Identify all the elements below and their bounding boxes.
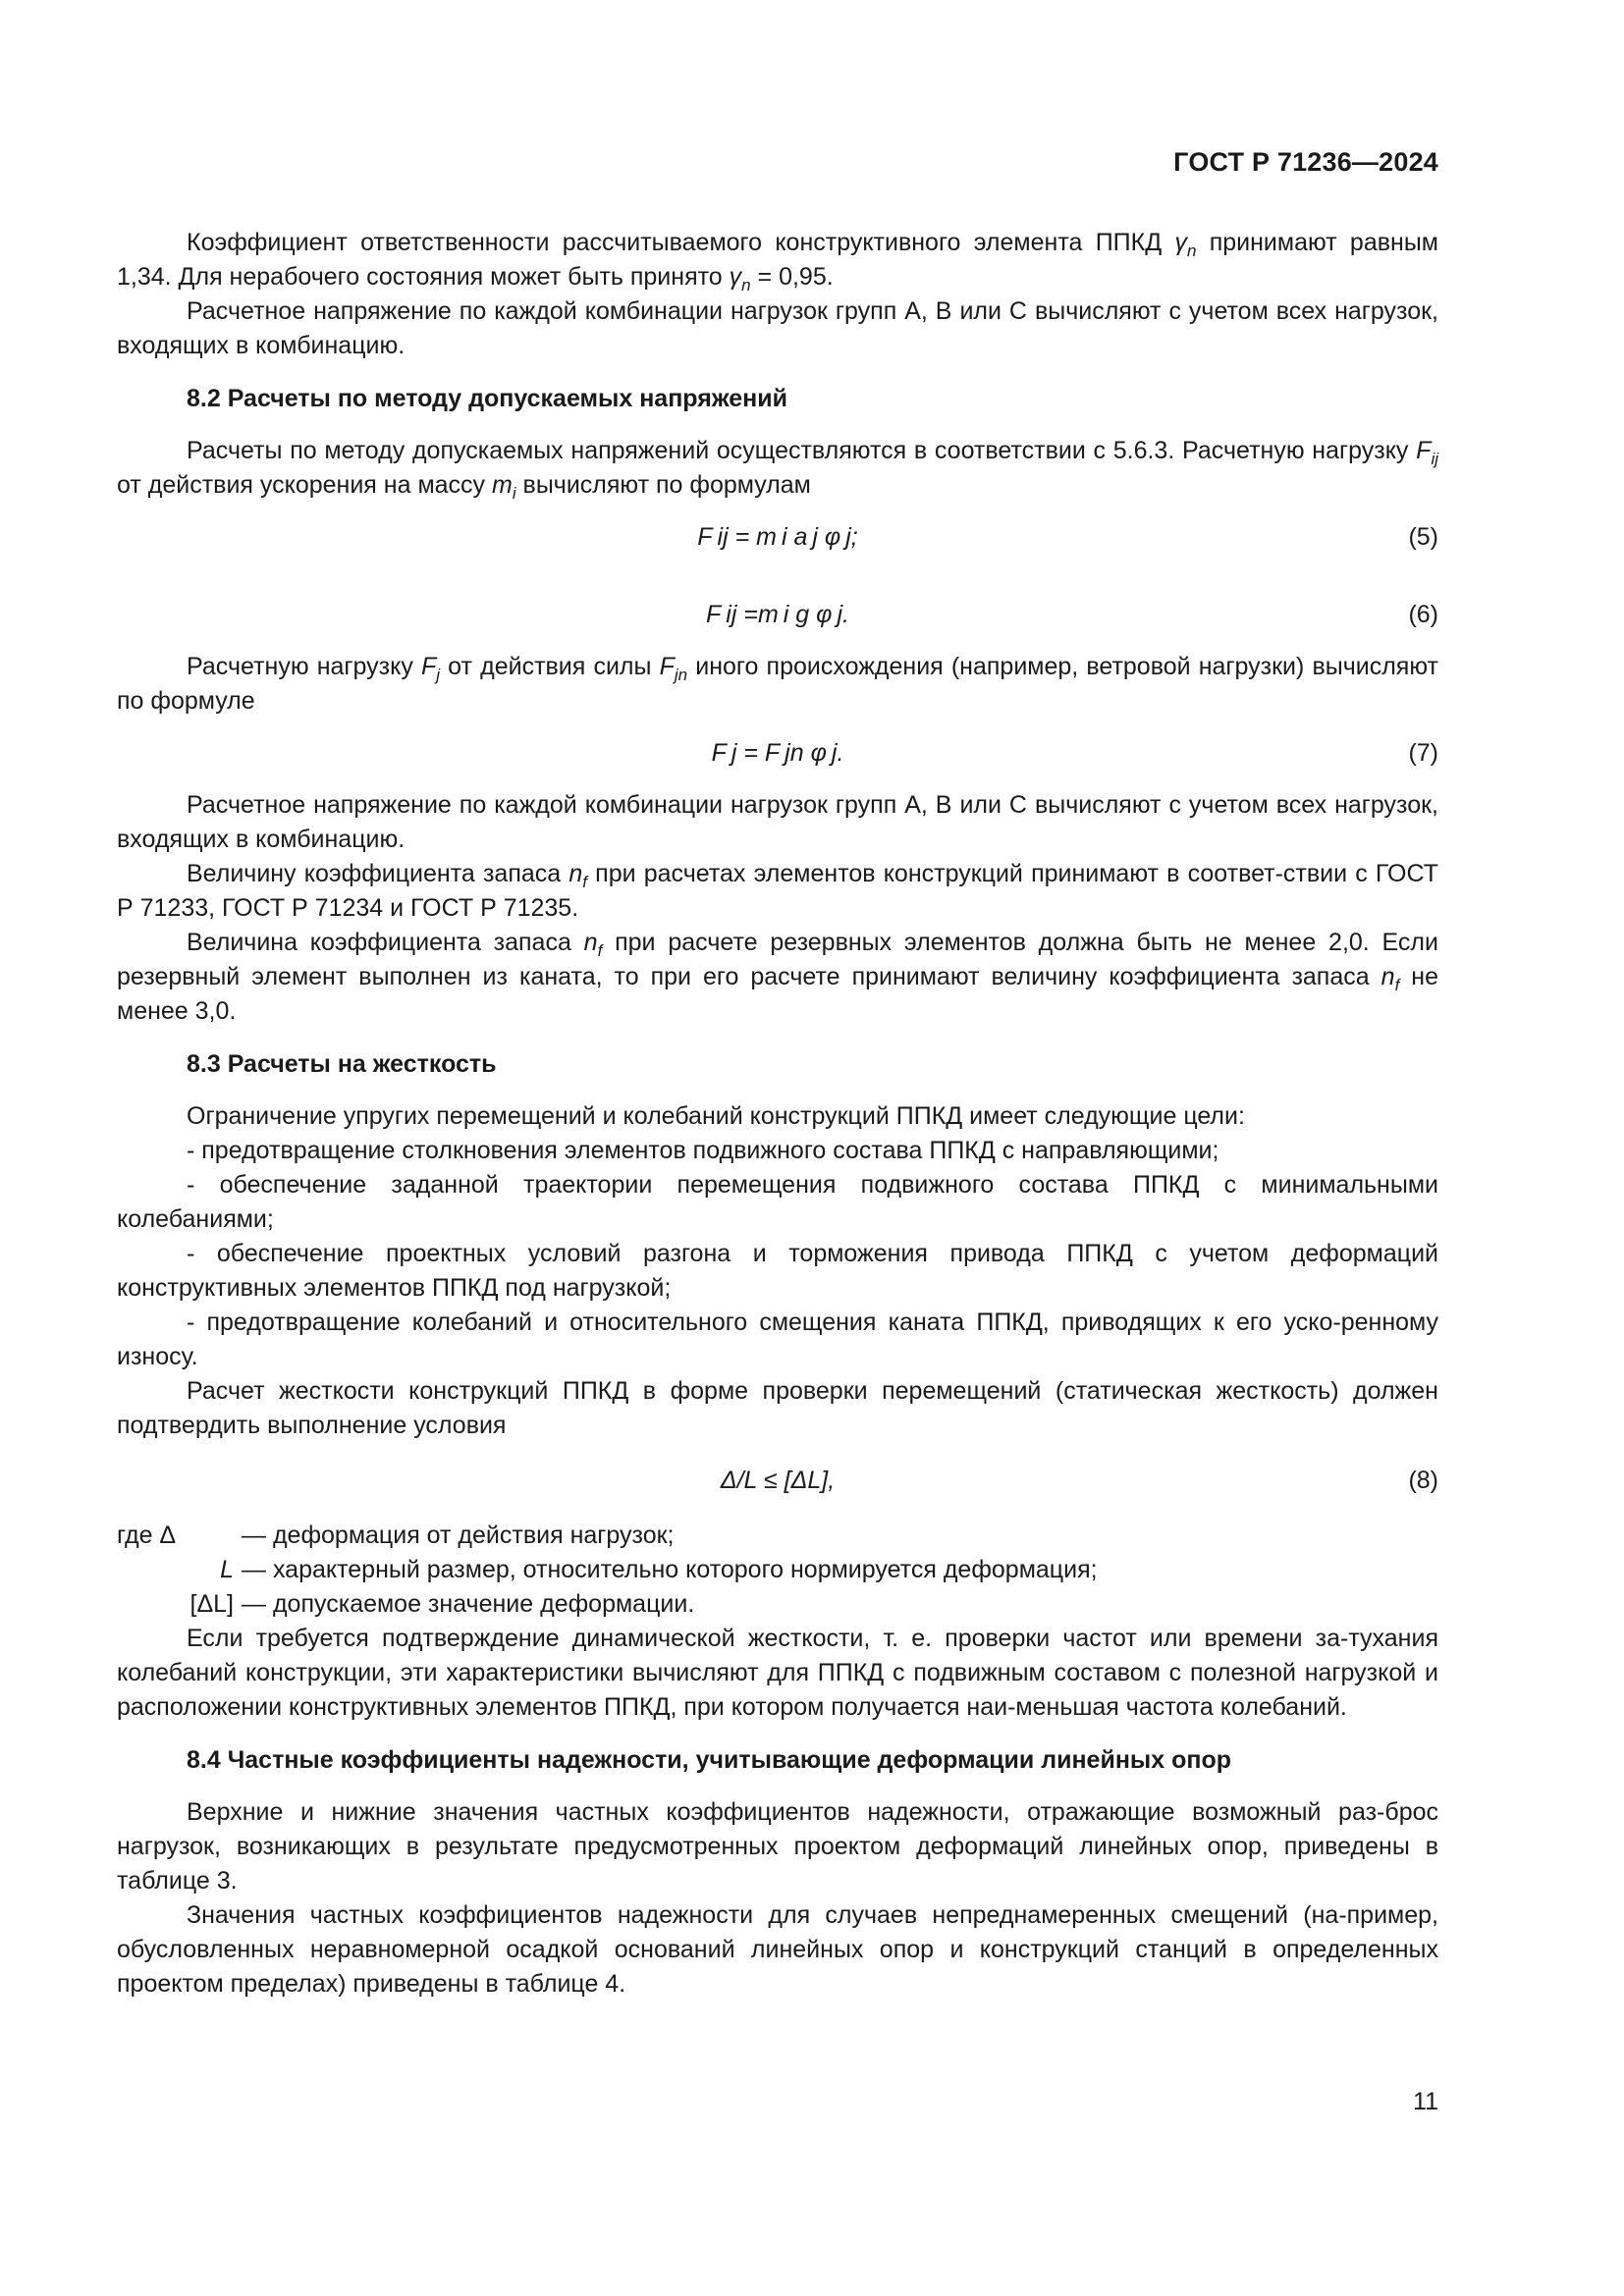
subscript: n <box>741 276 751 294</box>
text-run: Расчетную нагрузку <box>187 653 421 680</box>
list-item-goal-4: - предотвращение колебаний и относительного смещения каната ППКД, приводящих к его уско-ренному износу. <box>117 1308 1438 1370</box>
paragraph-design-stress-2: Расчетное напряжение по каждой комбинации нагрузок групп А, В или С вычисляют с учетом всех нагрузок, входящих в комбинацию. <box>117 791 1438 853</box>
subscript: ij <box>1431 450 1438 468</box>
symbol-F: F <box>1416 437 1432 464</box>
where-description: допускаемое значение деформации. <box>272 1590 695 1618</box>
section-heading-8-4: 8.4 Частные коэффициенты надежности, учитывающие деформации линейных опор <box>187 1746 1232 1774</box>
where-row <box>117 1587 1438 1622</box>
symbol-n: n <box>1380 963 1395 990</box>
formula-8-expression: Δ/L ≤ [ΔL], <box>720 1467 836 1494</box>
where-dash: — <box>242 1590 266 1618</box>
where-symbol: [ΔL] <box>189 1590 234 1618</box>
paragraph-dynamic-stiffness: Если требуется подтверждение динамической жесткости, т. е. проверки частот или времени за-тухания колебаний конструкции, эти характеристики вычисляют для ППКД с подвижным составом с полезной нагрузкой и расположении конструктивных элементов ППКД, при котором получается наи-меньшая частота колебаний. <box>117 1625 1438 1721</box>
subscript: f <box>597 941 603 960</box>
symbol-gamma: γ <box>1174 229 1187 256</box>
paragraph-stiffness-goals: Ограничение упругих перемещений и колебаний конструкций ППКД имеет следующие цели: <box>187 1102 1245 1130</box>
text-run: Величину коэффициента запаса <box>187 860 569 887</box>
text-run: Величина коэффициента запаса <box>187 929 584 956</box>
list-item-goal-3: - обеспечение проектных условий разгона и торможения привода ППКД с учетом деформаций конструктивных элементов ППКД под нагрузкой; <box>117 1240 1438 1302</box>
text-run: принимают равным 1,34. Для нерабочего состояния может быть принято <box>117 229 1438 291</box>
text-run: при расчете резервных элементов должна быть не менее 2,0. Если резервный элемент выполнен из каната, то при его расчете принимают величину коэффициента запаса <box>117 929 1438 990</box>
section-heading-8-3: 8.3 Расчеты на жесткость <box>187 1050 497 1078</box>
subscript: f <box>582 873 587 891</box>
formula-7-expression: F j = F jn φ j. <box>711 739 844 767</box>
text-run: не менее 3,0. <box>117 963 1439 1025</box>
paragraph-responsibility-coefficient <box>117 226 1438 294</box>
formula-6-number: (6) <box>1408 601 1438 628</box>
page-number: 11 <box>1413 2088 1438 2115</box>
text-run: от действия ускорения на массу <box>117 471 492 499</box>
text-run: от действия силы <box>440 653 660 680</box>
where-symbol: L <box>220 1556 234 1583</box>
where-row <box>117 1519 1438 1553</box>
symbol-F: F <box>420 653 437 680</box>
where-description: деформация от действия нагрузок; <box>272 1522 675 1549</box>
formula-6-expression: F ij =m i g φ j. <box>706 601 849 628</box>
document-body <box>117 226 1438 2002</box>
paragraph-partial-coefficients-table-3: Верхние и нижние значения частных коэффициентов надежности, отражающие возможный раз-брос нагрузок, возникающих в результате предусмотренных проектом деформаций линейных опор, приведены в таблице 3. <box>117 1798 1438 1895</box>
formula-7-number: (7) <box>1408 739 1438 767</box>
formula-5-expression: F ij = m i a j φ j; <box>697 523 858 551</box>
paragraph-reserve-safety-factor <box>117 926 1438 1029</box>
subscript: n <box>1186 241 1197 260</box>
where-dash: — <box>242 1556 266 1583</box>
list-item-goal-1: - предотвращение столкновения элементов подвижного состава ППКД с направляющими; <box>187 1137 1219 1164</box>
text-run: = 0,95. <box>750 263 834 291</box>
list-item-goal-2: - обеспечение заданной траектории перемещения подвижного состава ППКД с минимальными колебаниями; <box>117 1171 1438 1233</box>
text-run: вычисляют по формулам <box>515 471 811 499</box>
formula-5 <box>117 520 1438 555</box>
symbol-n: n <box>568 860 583 887</box>
subscript: i <box>512 484 516 503</box>
text-run: Коэффициент ответственности рассчитываемого конструктивного элемента ППКД <box>187 229 1175 256</box>
where-dash: — <box>242 1522 266 1549</box>
formula-7 <box>117 736 1438 771</box>
formula-6 <box>117 598 1438 632</box>
symbol-F: F <box>659 653 675 680</box>
section-heading-8-2: 8.2 Расчеты по методу допускаемых напряжений <box>187 385 787 412</box>
paragraph-allowable-stress-method <box>117 434 1438 503</box>
paragraph-design-stress: Расчетное напряжение по каждой комбинации нагрузок групп А, В или С вычисляют с учетом всех нагрузок, входящих в комбинацию. <box>117 297 1438 359</box>
formula-8-number: (8) <box>1408 1467 1438 1494</box>
symbol-m: m <box>491 471 513 499</box>
paragraph-design-load-other-origin <box>117 650 1438 719</box>
text-run: Расчеты по методу допускаемых напряжений осуществляются в соответствии с 5.6.3. Расчетную нагрузку <box>187 437 1417 464</box>
where-symbol: где Δ <box>117 1522 177 1549</box>
where-row <box>117 1553 1438 1587</box>
paragraph-partial-coefficients-table-4: Значения частных коэффициентов надежности для случаев непреднамеренных смещений (на-пример, обусловленных неравномерной осадкой оснований линейных опор и конструкций станций в определенных проектом пределах) приведены в таблице 4. <box>117 1901 1438 1998</box>
formula-8 <box>117 1464 1438 1498</box>
subscript: j <box>436 666 441 684</box>
paragraph-safety-factor <box>117 857 1438 926</box>
symbol-n: n <box>583 929 598 956</box>
paragraph-static-stiffness: Расчет жесткости конструкций ППКД в форме проверки перемещений (статическая жесткость) должен подтвердить выполнение условия <box>117 1377 1438 1439</box>
text-run: иного происхождения (например, ветровой нагрузки) вычисляют по формуле <box>117 653 1438 715</box>
text-run: при расчетах элементов конструкций принимают в соответ-ствии с ГОСТ Р 71233, ГОСТ Р 71234 и ГОСТ Р 71235. <box>117 860 1438 922</box>
document-header: ГОСТ Р 71236—2024 <box>1173 147 1438 177</box>
formula-5-number: (5) <box>1408 523 1438 551</box>
symbol-gamma: γ <box>729 263 742 291</box>
subscript: f <box>1394 976 1400 994</box>
where-description: характерный размер, относительно которого нормируется деформация; <box>272 1556 1098 1583</box>
subscript: jn <box>674 666 688 684</box>
